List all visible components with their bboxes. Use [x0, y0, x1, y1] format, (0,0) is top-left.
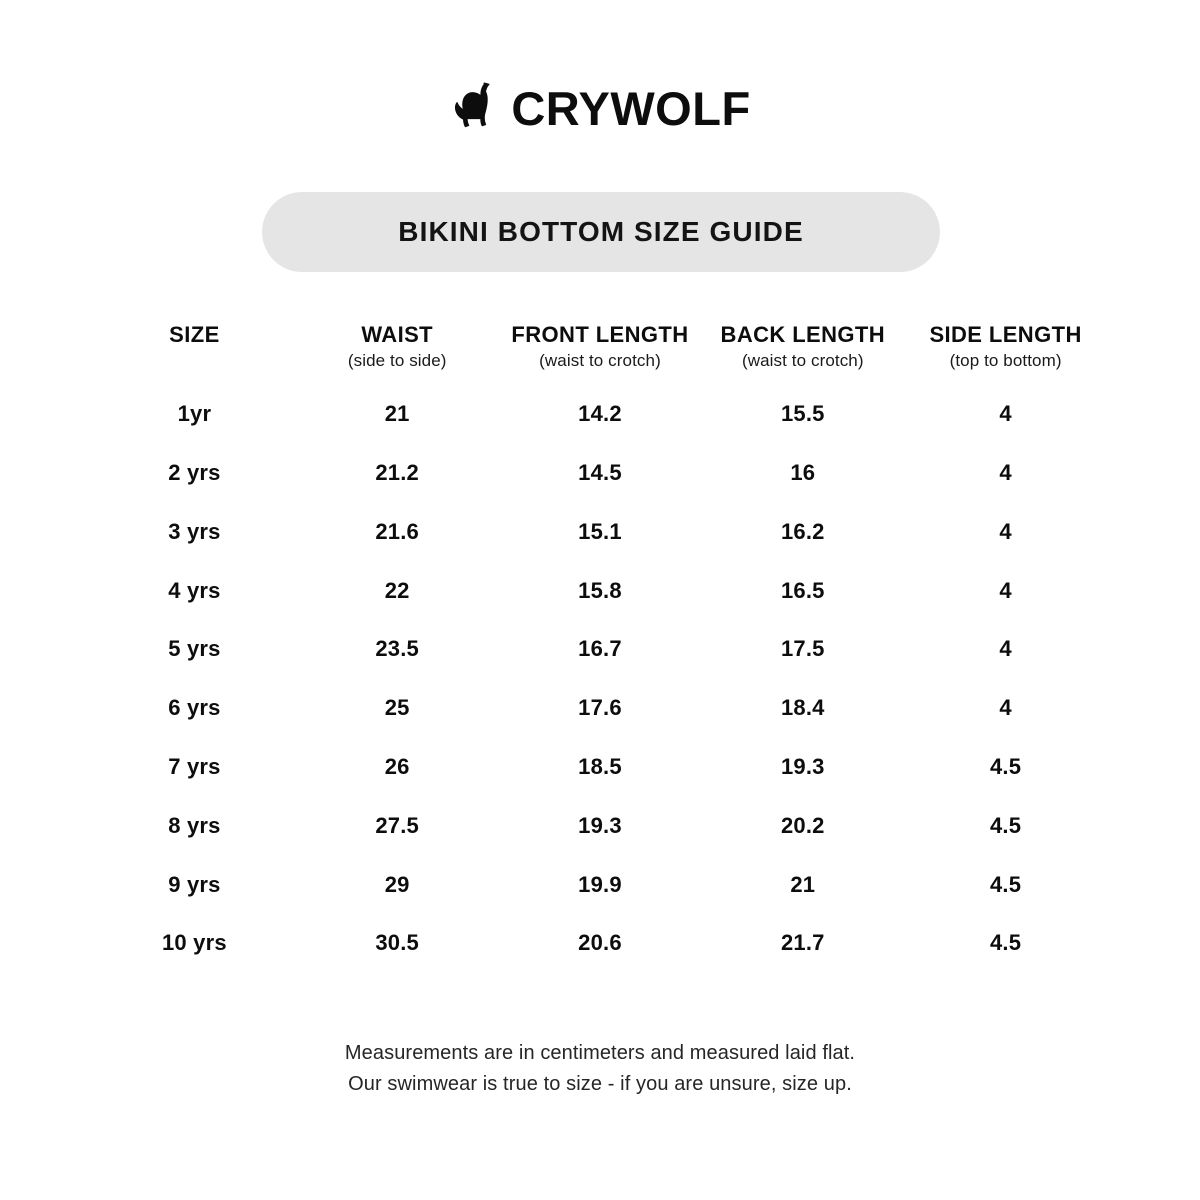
measurement-note-line-1: Measurements are in centimeters and measured laid flat. [344, 1042, 856, 1064]
cell-waist: 22 [384, 577, 410, 603]
table-body [93, 379, 1107, 973]
cell-back-length: 20.2 [780, 812, 825, 838]
cell-back-length: 16.5 [780, 577, 825, 603]
cell-front-length: 14.2 [578, 401, 622, 427]
cell-waist: 30.5 [375, 930, 419, 956]
cell-front-length: 19.9 [578, 871, 622, 897]
table-row [93, 502, 1107, 561]
table-row [93, 679, 1107, 738]
column-header-side-length-subtitle: (top to bottom) [949, 350, 1062, 370]
cell-waist: 21.6 [375, 518, 419, 544]
column-header-size [93, 322, 296, 379]
column-header-side-length-title: SIDE LENGTH [929, 322, 1082, 347]
cell-side-length: 4 [999, 577, 1012, 603]
cell-size: 5 yrs [168, 636, 221, 662]
cell-waist: 21 [384, 401, 410, 427]
cell-back-length: 15.5 [780, 401, 825, 427]
table-header [93, 322, 1107, 379]
cell-size: 1yr [177, 401, 212, 427]
cell-front-length: 20.6 [578, 930, 622, 956]
cell-side-length: 4 [999, 518, 1012, 544]
table-row [93, 561, 1107, 620]
cell-size: 8 yrs [168, 812, 221, 838]
column-header-size-title: SIZE [169, 322, 220, 347]
cell-front-length: 17.6 [578, 695, 622, 721]
table-row [93, 738, 1107, 797]
column-header-waist-subtitle: (side to side) [347, 350, 447, 370]
column-header-side-length [904, 322, 1107, 379]
column-header-back-length-title: BACK LENGTH [720, 322, 886, 347]
column-header-size-subtitle [93, 350, 296, 351]
cell-side-length: 4 [999, 460, 1012, 486]
table-row [93, 796, 1107, 855]
table-row [93, 620, 1107, 679]
cell-front-length: 16.7 [578, 636, 622, 662]
cell-back-length: 17.5 [780, 636, 825, 662]
table-row [93, 444, 1107, 503]
cell-waist: 26 [384, 754, 410, 780]
column-header-front-length-title: FRONT LENGTH [511, 322, 689, 347]
cell-size: 4 yrs [168, 577, 221, 603]
measurement-note [0, 1038, 1200, 1100]
cell-waist: 21.2 [375, 460, 419, 486]
cell-side-length: 4 [999, 401, 1012, 427]
table-header-row [93, 322, 1107, 379]
column-header-waist-title: WAIST [361, 322, 434, 347]
cell-waist: 29 [384, 871, 410, 897]
cell-side-length: 4 [999, 695, 1012, 721]
cell-back-length: 16 [790, 460, 816, 486]
table-row [93, 855, 1107, 914]
cell-back-length: 21.7 [780, 930, 825, 956]
brand-wordmark: CRYWOLF [511, 81, 751, 135]
cell-size: 6 yrs [168, 695, 221, 721]
cell-front-length: 15.1 [578, 518, 622, 544]
cell-size: 2 yrs [168, 460, 221, 486]
column-header-back-length-subtitle: (waist to crotch) [741, 350, 864, 370]
table-row [93, 379, 1107, 444]
cell-waist: 27.5 [375, 812, 419, 838]
cell-side-length: 4.5 [990, 871, 1022, 897]
cell-front-length: 15.8 [578, 577, 622, 603]
cell-size: 9 yrs [168, 871, 221, 897]
cell-side-length: 4.5 [990, 754, 1022, 780]
column-header-front-length [499, 322, 702, 379]
column-header-back-length [701, 322, 904, 379]
cell-back-length: 18.4 [780, 695, 825, 721]
cell-back-length: 21 [790, 871, 816, 897]
page-title: BIKINI BOTTOM SIZE GUIDE [398, 216, 804, 247]
column-header-front-length-subtitle: (waist to crotch) [539, 350, 661, 370]
cell-back-length: 16.2 [780, 518, 825, 544]
howling-wolf-silhouette-icon [449, 81, 501, 133]
column-header-waist [296, 322, 499, 379]
cell-side-length: 4.5 [990, 930, 1022, 956]
cell-back-length: 19.3 [780, 754, 825, 780]
cell-size: 7 yrs [168, 754, 221, 780]
size-chart-table [93, 322, 1107, 973]
table-row [93, 914, 1107, 973]
brand-logo [0, 76, 1200, 140]
cell-side-length: 4.5 [990, 812, 1022, 838]
cell-side-length: 4 [999, 636, 1012, 662]
measurement-note-line-2: Our swimwear is true to size - if you are unsure, size up. [348, 1073, 852, 1095]
cell-front-length: 14.5 [578, 460, 622, 486]
cell-front-length: 19.3 [578, 812, 622, 838]
cell-size: 3 yrs [168, 518, 221, 544]
cell-waist: 25 [384, 695, 410, 721]
cell-waist: 23.5 [375, 636, 419, 662]
cell-size: 10 yrs [161, 930, 227, 956]
cell-front-length: 18.5 [578, 754, 622, 780]
size-guide-title-banner [262, 192, 940, 272]
